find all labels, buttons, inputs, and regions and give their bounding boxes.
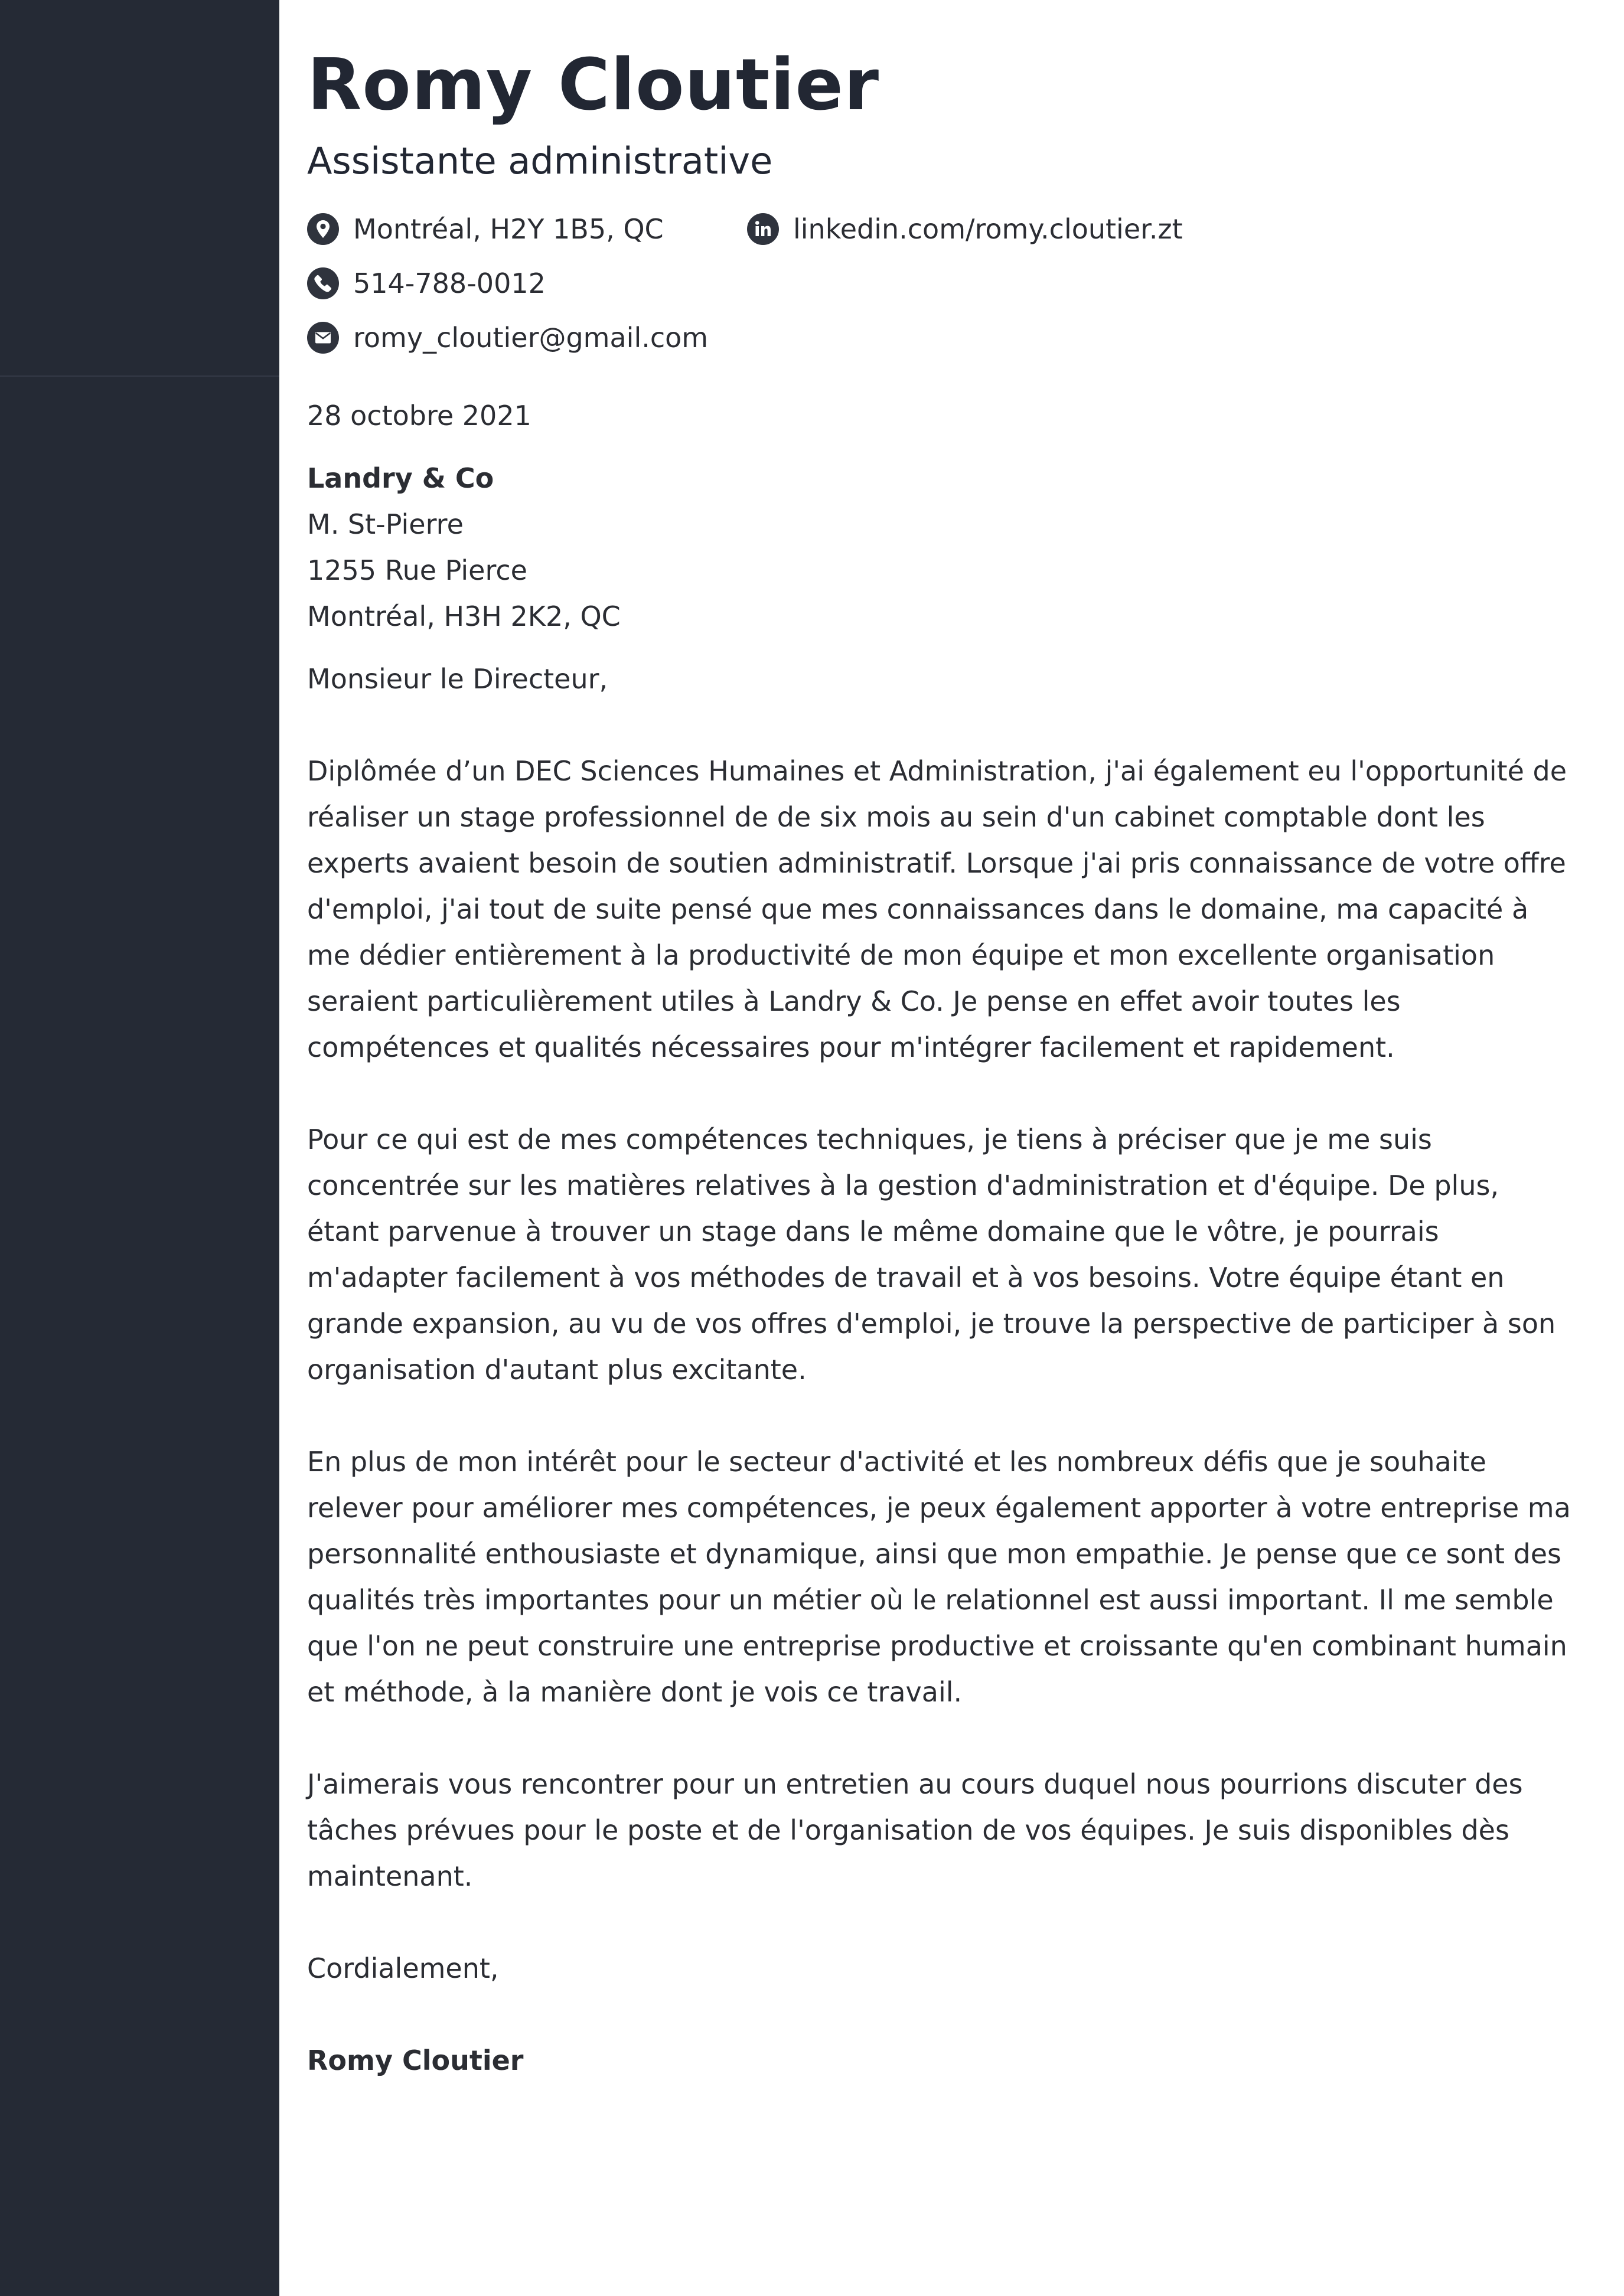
paragraph-personality: En plus de mon intérêt pour le secteur d'activité et les nombreux défis que je souhaite relever pour améliorer mes compétences, je peux également apporter à votre entreprise ma personnalité enthousiaste et dynamique, ainsi que mon empathie. Je pense que ce sont des qualités très importantes pour un métier où le relationnel est aussi important. Il me semble que l'on ne peut construire une entreprise productive et croissante qu'en combinant humain et méthode, à la manière dont je vois ce travail.: [307, 1446, 1571, 1708]
sidebar-divider: [0, 375, 279, 377]
recipient-block: [307, 455, 1577, 639]
contact-email[interactable]: [307, 317, 708, 358]
linkedin-icon: [747, 213, 779, 245]
contact-linkedin[interactable]: [747, 208, 1183, 250]
recipient-city: Montréal, H3H 2K2, QC: [307, 600, 621, 632]
recipient-company: Landry & Co: [307, 462, 494, 494]
recipient-person: M. St-Pierre: [307, 508, 464, 540]
paragraph-intro: Diplômée d’un DEC Sciences Humaines et Administration, j'ai également eu l'opportunité de réaliser un stage professionnel de de six mois au sein d'un cabinet comptable dont les experts avaient besoin de soutien administratif. Lorsque j'ai pris connaissance de votre offre d'emploi, j'ai tout de suite pensé que mes connaissances dans le domaine, ma capacité à me dédier entièrement à la productivité de mon équipe et mon excellente organisation seraient particulièrement utiles à Landry & Co. Je pense en effet avoir toutes les compétences et qualités nécessaires pour m'intégrer facilement et rapidement.: [307, 755, 1567, 1063]
address-text: Montréal, H2Y 1B5, QC: [353, 213, 664, 245]
salutation: Monsieur le Directeur,: [307, 663, 608, 695]
paragraph-interview: J'aimerais vous rencontrer pour un entretien au cours duquel nous pourrions discuter des tâches prévues pour le poste et de l'organisation de vos équipes. Je suis disponibles dès maintenant.: [307, 1768, 1523, 1892]
sidebar: [0, 0, 279, 2296]
applicant-name: Romy Cloutier: [307, 44, 880, 126]
closing: Cordialement,: [307, 1952, 499, 1984]
email-text[interactable]: romy_cloutier@gmail.com: [353, 322, 709, 354]
linkedin-text[interactable]: linkedin.com/romy.cloutier.zt: [793, 213, 1183, 245]
signature: Romy Cloutier: [307, 2044, 524, 2076]
job-title: Assistante administrative: [307, 139, 773, 182]
phone-text: 514-788-0012: [353, 267, 546, 299]
paragraph-skills: Pour ce qui est de mes compétences techniques, je tiens à préciser que je me suis concentrée sur les matières relatives à la gestion d'administration et d'équipe. De plus, étant parvenue à trouver un stage dans le même domaine que le vôtre, je pourrais m'adapter facilement à vos méthodes de travail et à vos besoins. Votre équipe étant en grande expansion, au vu de vos offres d'emploi, je trouve la perspective de participer à son organisation d'autant plus excitante.: [307, 1123, 1556, 1386]
map-pin-icon: [307, 213, 339, 245]
recipient-street: 1255 Rue Pierce: [307, 554, 527, 586]
phone-icon: [307, 267, 339, 299]
envelope-icon: [307, 322, 339, 354]
contact-address: [307, 208, 664, 250]
contact-phone: [307, 263, 546, 304]
letter-body: [307, 393, 1577, 2083]
letter-date: 28 octobre 2021: [307, 400, 531, 432]
